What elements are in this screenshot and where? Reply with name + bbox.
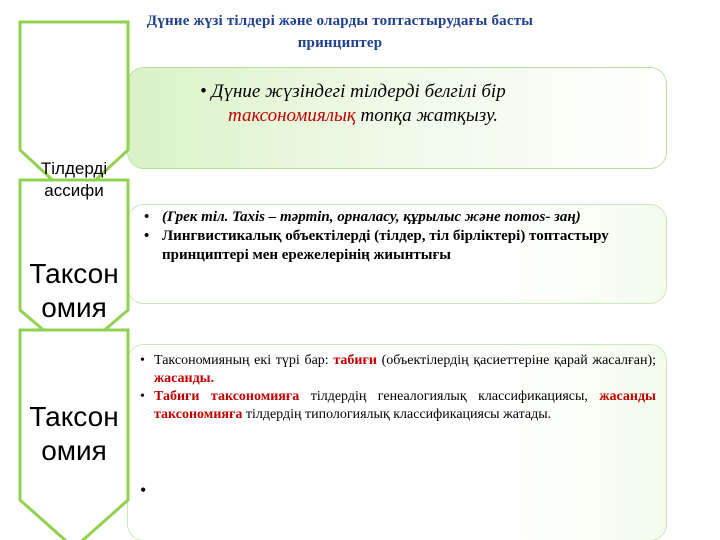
definition-part1: Дүние жүзіндегі тілдерді белгілі бір (211, 81, 506, 102)
definition-item: • Лингвистикалық объектілерді (тілдер, тіл бірліктері) топтастыру принциптері мен ережелерінің жиынтығы (140, 227, 660, 265)
chevron-3-label: Таксон омия (29, 401, 119, 466)
page-title-line2: принциптер (297, 35, 383, 51)
etymology-item: • (Грек тіл. Taxis – тәртіп, орналасу, құрылыс және nomos- заң) (140, 208, 660, 227)
definition-accent: таксономиялық (228, 105, 356, 126)
chevron-2-label: Таксон омия (29, 258, 119, 323)
definition-part2: топқа жатқызу. (360, 105, 499, 126)
definition-bullet: • (200, 81, 207, 102)
chevron-1-label: Тілдерді ассифи (40, 159, 108, 200)
page-title-line1: Дүние жүзі тілдері және оларды топтастырудағы басты (146, 13, 534, 29)
definition-text (200, 80, 640, 128)
classification-item: • Табиғи таксономияға тілдердің генеалогиялық классификациясы, жасанды таксономияға тілдердің типологиялық классификациясы жатады. (140, 388, 656, 424)
etymology-list (140, 208, 660, 265)
empty-bullet: • (140, 480, 147, 500)
types-list (140, 352, 656, 424)
types-item: • Таксономияның екі түрі бар: табиғи (объектілердің қасиеттеріне қарай жасалған); жасанды. (140, 352, 656, 388)
